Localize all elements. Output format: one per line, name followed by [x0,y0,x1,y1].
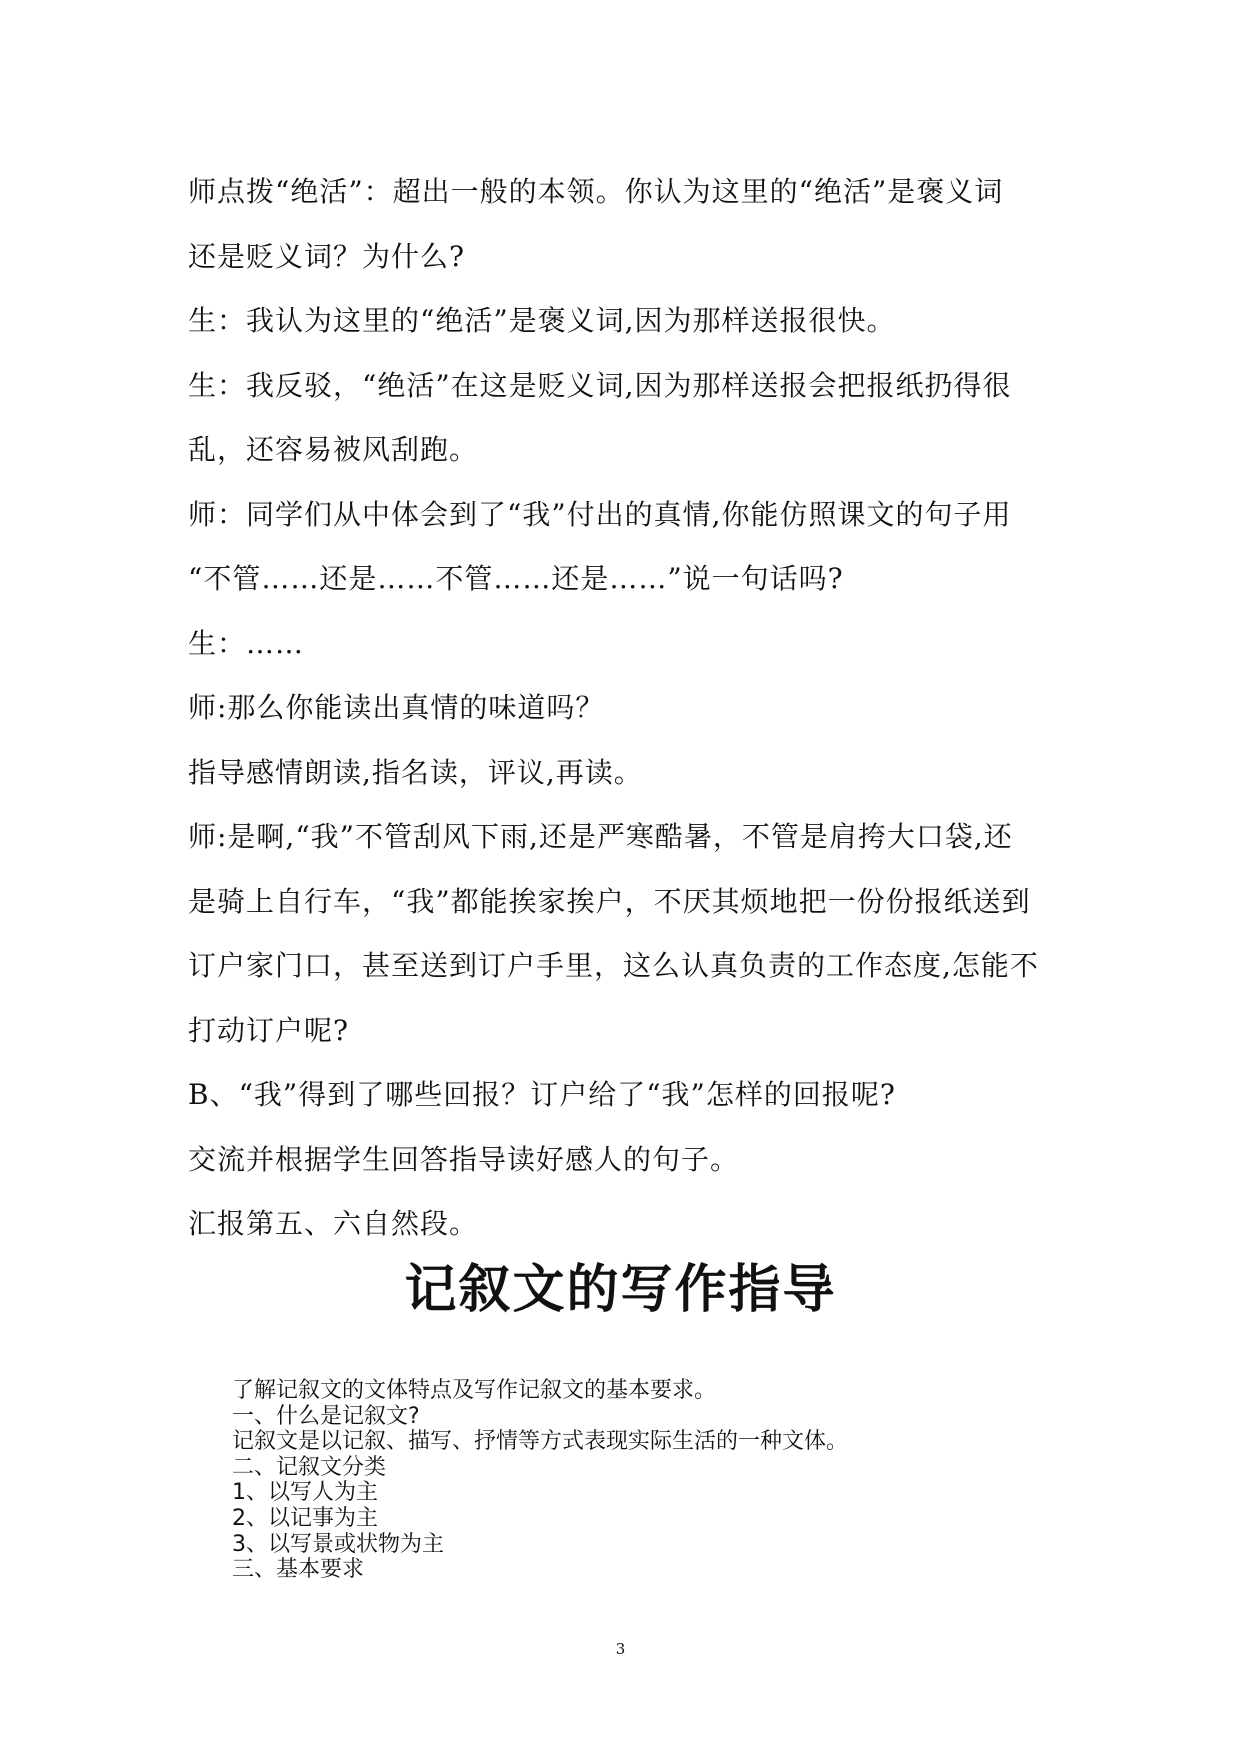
outline-line: 三、基本要求 [232,1557,365,1583]
outline-line: 记叙文是以记叙、描写、抒情等方式表现实际生活的一种文体。 [232,1429,849,1455]
text-line: 打动订户呢? [188,1013,350,1047]
text-line: B、“我”得到了哪些回报？订户给了“我”怎样的回报呢? [188,1078,896,1111]
text-line: 乱，还容易被风刮跑。 [188,433,479,466]
outline-line: 3、以写景或状物为主 [232,1531,444,1557]
text-line: 师点拨“绝活”：超出一般的本领。你认为这里的“绝活”是褒义词 [188,175,1004,208]
text-line: 是骑上自行车，“我”都能挨家挨户，不厌其烦地把一份份报纸送到 [188,884,1031,918]
outline-line: 1、以写人为主 [232,1480,378,1506]
page-number: 3 [615,1640,626,1658]
text-line: 师：同学们从中体会到了“我”付出的真情,你能仿照课文的句子用 [188,497,1012,531]
text-line: 指导感情朗读,指名读，评议,再读。 [188,755,643,789]
text-line: 订户家门口，甚至送到订户手里，这么认真负责的工作态度,怎能不 [188,949,1039,982]
text-line: 生：…… [188,626,305,660]
outline-line: 一、什么是记叙文? [232,1403,420,1429]
section-title: 记叙文的写作指导 [404,1260,837,1320]
text-line: 师:是啊,“我”不管刮风下雨,还是严寒酷暑，不管是肩挎大口袋,还 [188,820,1013,853]
outline-line: 了解记叙文的文体特点及写作记叙文的基本要求。 [232,1378,717,1403]
text-line: 汇报第五、六自然段。 [188,1207,479,1240]
writing-guide-outline [232,1378,1032,1583]
text-line: “不管……还是……不管……还是……”说一句话吗? [188,562,844,595]
outline-line: 二、记叙文分类 [232,1454,387,1480]
lesson-dialogue-text [188,160,1068,1257]
text-line: 生：我认为这里的“绝活”是褒义词,因为那样送报很快。 [188,304,896,337]
text-line: 师:那么你能读出真情的味道吗？ [188,691,605,724]
outline-line: 2、以记事为主 [232,1505,378,1531]
text-line: 还是贬义词？为什么? [188,239,466,273]
text-line: 生：我反驳，“绝活”在这是贬义词,因为那样送报会把报纸扔得很 [188,368,1012,402]
text-line: 交流并根据学生回答指导读好感人的句子。 [188,1142,740,1176]
